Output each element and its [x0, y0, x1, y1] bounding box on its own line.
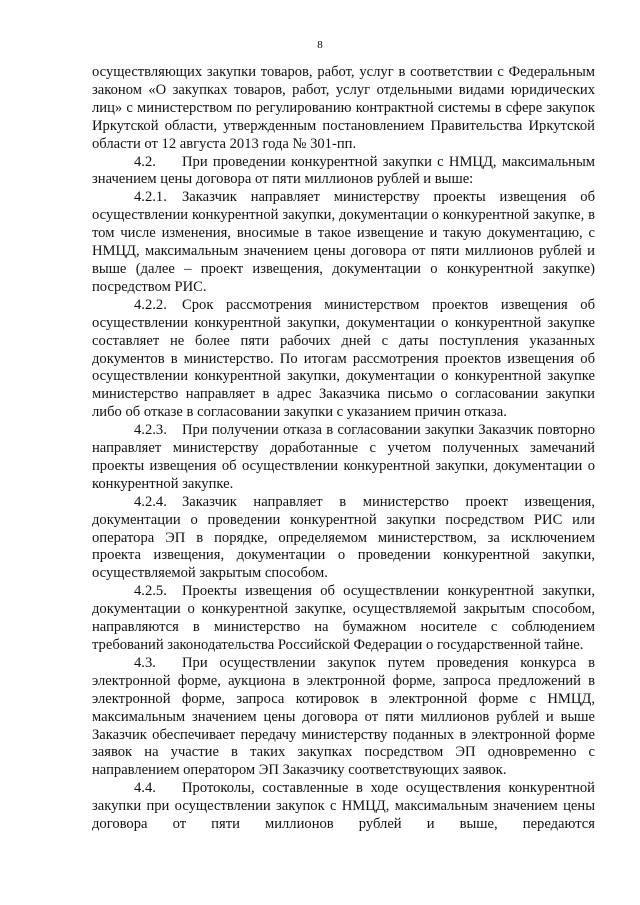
paragraph-4-2-3	[92, 422, 595, 494]
paragraph-text: Срок рассмотрения министерством проектов извещения об осуществлении конкурентной закупки, документации о конкурентной закупке составляет не более пяти рабочих дней с даты поступления указанных документов в министерство. По итогам рассмотрения проектов извещения об осуществлении конкурентной закупки, документации о конкурентной закупке министерство направляет в адрес Заказчика письмо о согласовании закупки либо об отказе в согласовании закупки с указанием причин отказа.	[92, 296, 595, 421]
paragraph-text: При проведении конкурентной закупки с НМЦД, максимальным значением цены договора от пяти миллионов рублей и выше:	[92, 153, 595, 188]
paragraph-number: 4.2.3.	[134, 422, 167, 439]
paragraph-number: 4.4.	[134, 780, 156, 797]
document-body	[92, 64, 595, 834]
paragraph-text: Заказчик направляет в министерство проект извещения, документации о проведении конкурентной закупки посредством РИС или оператора ЭП в порядке, определяемом министерством, за исключением проекта извещения, документации о проведении конкурентной закупки, осуществляемой закрытым способом.	[92, 493, 595, 582]
paragraph-text: Протоколы, составленные в ходе осуществления конкурентной закупки при осуществлении закупок с НМЦД, максимальным значением цены договора от пяти миллионов рублей и выше, передаются	[92, 780, 595, 833]
paragraph-text: Проекты извещения об осуществлении конкурентной закупки, документации о конкурентной закупке, осуществляемой закрытым способом, направляются в министерство на бумажном носителе с соблюдением требований законодательства Российской Федерации о государственной тайне.	[92, 583, 595, 653]
paragraph-number: 4.2.1.	[134, 189, 167, 206]
paragraph-text: При получении отказа в согласовании закупки Заказчик повторно направляет министерству доработанные с учетом полученных замечаний проекты извещения об осуществлении конкурентной закупки, документации о конкурентной закупке.	[92, 422, 595, 492]
paragraph-text: При осуществлении закупок путем проведения конкурса в электронной форме, аукциона в электронной форме, запроса предложений в электронной форме, запроса котировок в электронной форме с НМЦД, максимальным значением цены договора от пяти миллионов рублей и выше Заказчик обеспечивает передачу министерству поданных в электронной форме заявок на участие в таких закупках посредством ЭП одновременно с направлением оператором ЭП Заказчику соответствующих заявок.	[92, 654, 595, 779]
paragraph-text: осуществляющих закупки товаров, работ, услуг в соответствии с Федеральным законом «О закупках товаров, работ, услуг отдельными видами юридических лиц» с министерством по регулированию контрактной системы в сфере закупок Иркутской области, утвержденным постановлением Правительства Иркутской области от 12 августа 2013 года № 301-пп.	[92, 64, 595, 152]
paragraph-4-2-5	[92, 583, 595, 655]
paragraph-continuation	[92, 64, 595, 154]
paragraph-4-2-2	[92, 297, 595, 422]
page-number: 8	[317, 39, 323, 51]
paragraph-number: 4.2.4.	[134, 493, 167, 510]
paragraph-number: 4.2.5.	[134, 583, 167, 600]
paragraph-4-2	[92, 154, 595, 190]
paragraph-number: 4.2.2.	[134, 296, 167, 313]
paragraph-number: 4.2.	[134, 153, 156, 170]
paragraph-4-4	[92, 780, 595, 834]
paragraph-4-3	[92, 655, 595, 780]
paragraph-4-2-4	[92, 494, 595, 584]
paragraph-text: Заказчик направляет министерству проекты извещения об осуществлении конкурентной закупки, документации о конкурентной закупке, в том числе изменения, вносимые в такое извещение и такую документацию, с НМЦД, максимальным значением цены договора от пяти миллионов рублей и выше (далее – проект извещения, документации о конкурентной закупке) посредством РИС.	[92, 189, 595, 295]
paragraph-number: 4.3.	[134, 654, 156, 671]
paragraph-4-2-1	[92, 189, 595, 296]
